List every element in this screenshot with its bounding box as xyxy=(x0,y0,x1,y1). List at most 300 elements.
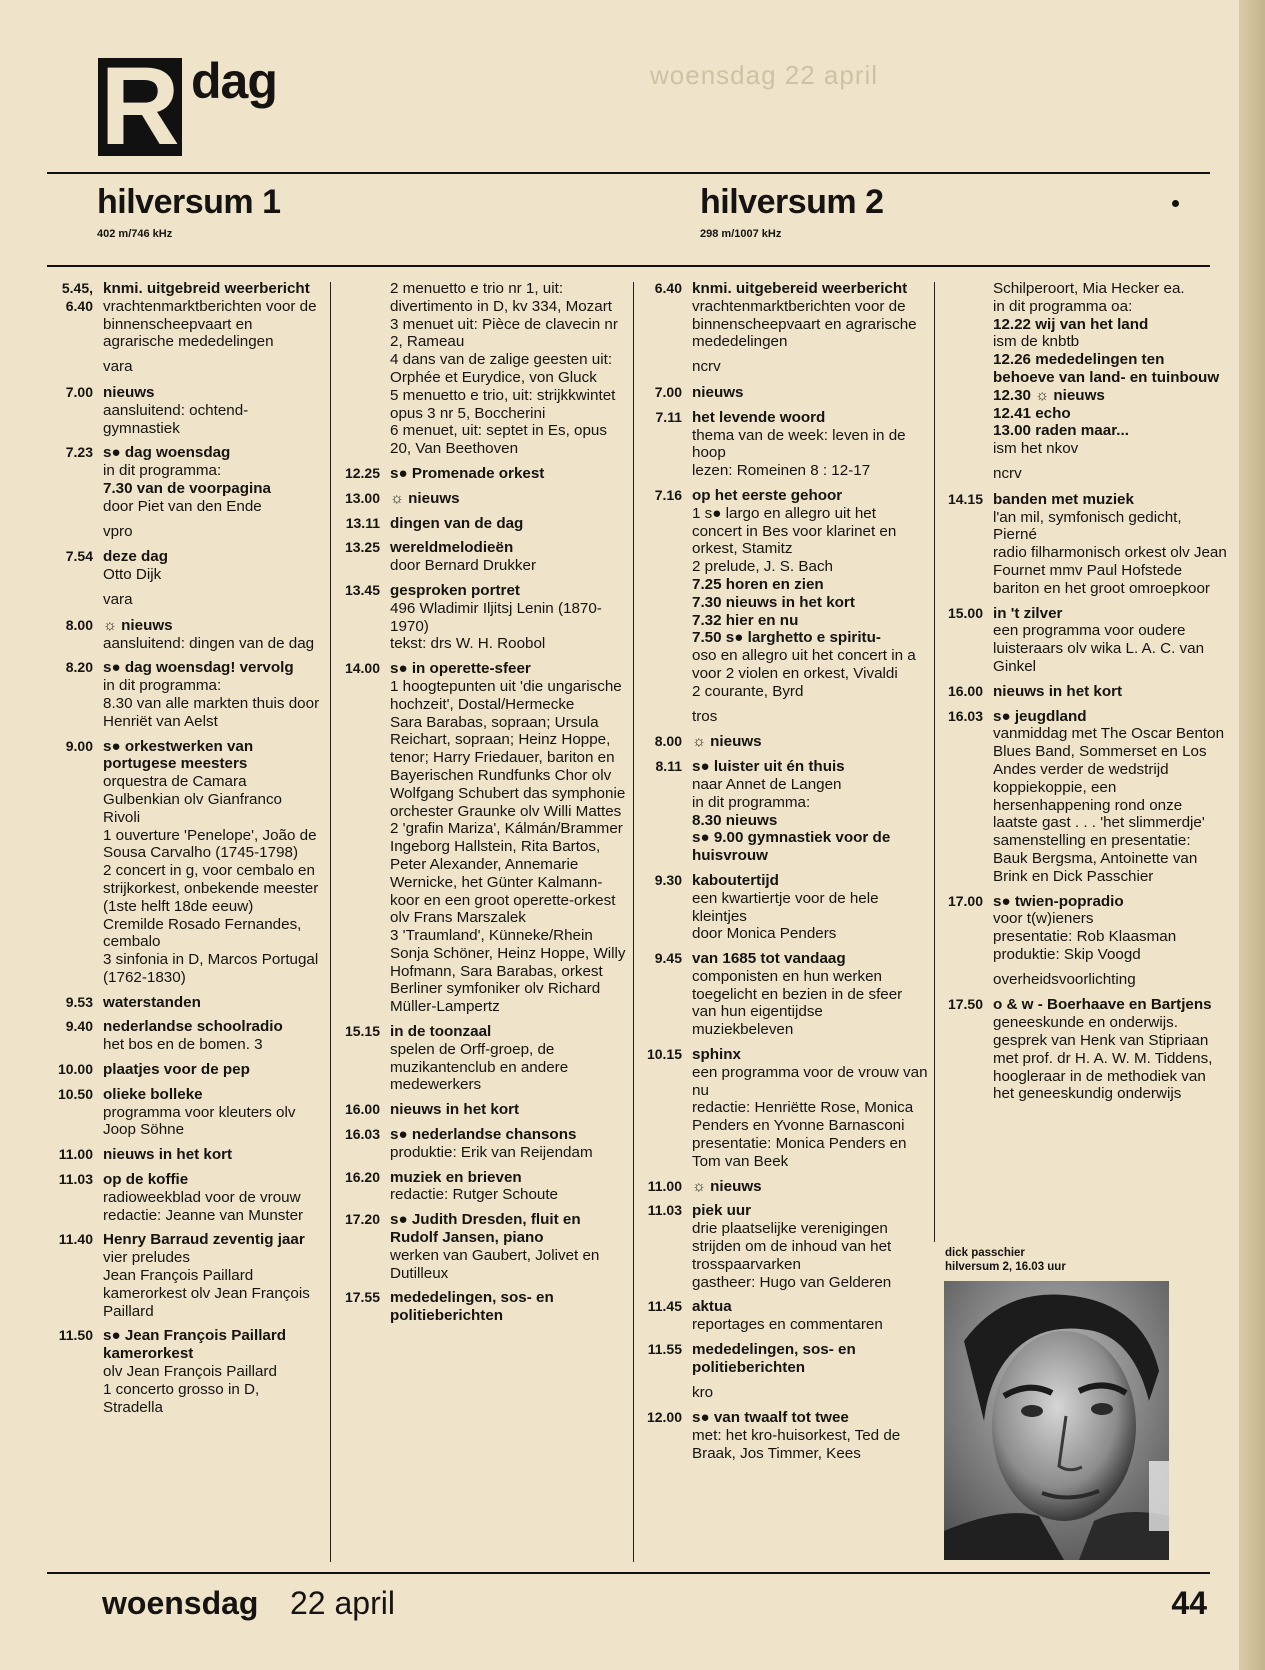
program-title: het levende woord xyxy=(692,408,826,426)
program-detail: Ingeborg Hallstein, Rita Bartos, Peter Alexander, Annemarie Wernicke, het Günter Kalmann-koor en een groot operette-orkest olv Frans Marszalek xyxy=(390,838,616,927)
top-rule xyxy=(47,172,1210,174)
program-title: s● twien-popradio xyxy=(993,892,1124,910)
program-entry xyxy=(47,1327,323,1416)
program-body xyxy=(390,1211,626,1282)
program-title: s● Promenade orkest xyxy=(390,464,545,482)
program-detail: 2 menuetto e trio nr 1, uit: divertimento in D, kv 334, Mozart xyxy=(390,280,612,315)
program-title: ☼ nieuws xyxy=(692,1177,762,1195)
program-detail: 6 menuet, uit: septet in Es, opus 20, Van Beethoven xyxy=(390,422,607,458)
program-detail: 2 prelude, J. S. Bach xyxy=(692,558,833,576)
program-detail: 12.41 echo xyxy=(993,404,1071,422)
program-detail: 7.25 horen en zien xyxy=(692,575,824,593)
program-entry xyxy=(334,280,626,458)
program-detail: presentatie: Rob Klaasman xyxy=(993,928,1177,946)
program-entry xyxy=(937,605,1227,676)
program-detail: s● 9.00 gymnastiek voor de huisvrouw xyxy=(692,829,891,865)
program-detail: 8.30 van alle markten thuis door Henriët van Aelst xyxy=(103,694,320,730)
program-detail: redactie: Henriëtte Rose, Monica Penders en Yvonne Barnasconi xyxy=(692,1099,914,1135)
program-body xyxy=(390,515,626,533)
program-time: 13.25 xyxy=(344,539,380,556)
program-detail: redactie: Rutger Schoute xyxy=(390,1186,559,1204)
program-detail: gastheer: Hugo van Gelderen xyxy=(692,1273,892,1291)
program-title: s● dag woensdag! vervolg xyxy=(103,659,294,677)
program-detail: Sara Barabas, sopraan; Ursula Reichart, sopraan; Heinz Hoppe, tenor; Harry Friedauer, bariton en Bayerischen Rundfunks Chor olv Wolfgang Schubert das symphonie orchester Graunke olv Willi Mattes xyxy=(390,713,626,820)
program-title: wereldmelodieën xyxy=(390,539,514,557)
program-title: s● Judith Dresden, fluit en Rudolf Jansen, piano xyxy=(390,1211,581,1247)
program-detail: l'an mil, symfonisch gedicht, Pierné xyxy=(993,508,1182,544)
footer-rule xyxy=(47,1572,1210,1574)
program-entry xyxy=(334,582,626,653)
program-title: dingen van de dag xyxy=(390,514,524,532)
program-body xyxy=(103,384,323,437)
program-title: knmi. uitgebereid weerbericht xyxy=(692,280,908,297)
program-title: in 't zilver xyxy=(993,604,1063,622)
program-detail: door Monica Penders xyxy=(692,925,837,943)
program-detail: lezen: Romeinen 8 : 12-17 xyxy=(692,462,871,480)
schedule-column-2 xyxy=(334,280,626,1332)
caption-name: dick passchier xyxy=(945,1247,1025,1259)
column-divider-2 xyxy=(633,282,634,1562)
program-time: 11.55 xyxy=(647,1341,682,1358)
program-time: 13.00 xyxy=(344,489,380,506)
program-title: in de toonzaal xyxy=(390,1023,492,1041)
bleed-through-text: woensdag 22 april xyxy=(650,60,879,90)
page-edge xyxy=(1239,0,1265,1670)
program-time: 16.03 xyxy=(344,1126,380,1143)
program-title: nieuws in het kort xyxy=(103,1146,233,1164)
schedule-column-3 xyxy=(636,280,928,1470)
program-body xyxy=(390,280,626,458)
program-entry xyxy=(334,1023,626,1094)
program-title: nieuws xyxy=(103,383,155,401)
logo-word: dag xyxy=(191,53,277,109)
program-detail: drie plaatselijke verenigingen strijden om de inhoud van het trosspaarvarken xyxy=(692,1220,892,1273)
program-title: s● van twaalf tot twee xyxy=(692,1409,849,1427)
program-time: 10.50 xyxy=(57,1085,93,1102)
program-time: 17.20 xyxy=(344,1211,380,1228)
program-time: 11.00 xyxy=(58,1146,93,1163)
program-entry xyxy=(636,758,928,865)
program-time: 14.00 xyxy=(344,660,380,677)
program-title: nieuws xyxy=(692,383,744,401)
program-body xyxy=(103,1086,323,1139)
program-entry xyxy=(334,1101,626,1119)
program-body xyxy=(103,659,323,730)
program-detail: 3 'Traumland', Künneke/Rhein Sonja Schöner, Heinz Hoppe, Willy Hofmann, Sara Barabas, orkest Berliner symfoniker olv Richard Müller-Lampertz xyxy=(390,927,626,1016)
program-detail: 3 sinfonia in D, Marcos Portugal (1762-1830) xyxy=(103,951,319,986)
column-divider-3 xyxy=(934,282,935,1242)
program-body xyxy=(692,1202,928,1291)
caption-source: hilversum 2, 16.03 uur xyxy=(945,1261,1066,1273)
program-detail: aansluitend: ochtend-gymnastiek xyxy=(103,401,249,437)
header-rule xyxy=(47,265,1210,267)
program-body xyxy=(390,1101,626,1119)
program-detail: produktie: Erik van Reijendam xyxy=(390,1143,593,1161)
program-time: 10.15 xyxy=(646,1046,682,1063)
program-body xyxy=(390,1126,626,1162)
program-time: 12.25 xyxy=(344,464,380,481)
logo-letter: R xyxy=(98,58,182,156)
program-entry xyxy=(47,548,323,584)
program-body xyxy=(692,1046,928,1171)
program-body xyxy=(993,491,1227,598)
program-entry xyxy=(636,384,928,402)
program-body xyxy=(103,444,323,515)
program-body xyxy=(993,996,1227,1103)
program-time: 8.00 xyxy=(65,616,93,633)
program-time: 12.00 xyxy=(646,1409,682,1426)
program-detail: vier preludes xyxy=(103,1249,190,1267)
program-detail: 12.30 ☼ nieuws xyxy=(993,386,1105,404)
program-title: ☼ nieuws xyxy=(390,489,460,507)
program-time xyxy=(937,280,993,458)
program-entry xyxy=(636,409,928,480)
program-body xyxy=(993,280,1227,458)
program-detail: in dit programma: xyxy=(103,677,222,695)
program-detail: produktie: Skip Voogd xyxy=(993,945,1141,963)
program-detail: radio filharmonisch orkest olv Jean Fournet mmv Paul Hofstede bariton en het groot omroepkoor xyxy=(993,544,1227,597)
program-detail: 1 hoogtepunten uit 'die ungarische hochzeit', Dostal/Hermecke xyxy=(390,677,622,713)
program-time: 7.00 xyxy=(65,383,93,400)
footer-date: 22 april xyxy=(290,1585,395,1621)
program-entry xyxy=(47,1231,323,1320)
program-detail: een kwartiertje voor de hele kleintjes xyxy=(692,889,879,925)
program-detail: 8.30 nieuws xyxy=(692,811,778,829)
program-time: 17.00 xyxy=(947,892,983,909)
program-detail: 7.50 s● larghetto e spiritu- xyxy=(692,629,881,647)
program-entry xyxy=(636,872,928,943)
program-title: ☼ nieuws xyxy=(103,616,173,634)
program-time: 11.45 xyxy=(647,1298,682,1315)
program-title: nieuws in het kort xyxy=(993,682,1123,700)
program-entry xyxy=(334,660,626,1016)
program-title: mededelingen, sos- en politieberichten xyxy=(692,1341,856,1376)
program-detail: door Bernard Drukker xyxy=(390,557,537,575)
program-time: 7.11 xyxy=(655,408,682,425)
program-title: aktua xyxy=(692,1298,732,1316)
program-entry xyxy=(47,1086,323,1139)
program-detail: olv Jean François Paillard xyxy=(103,1363,277,1381)
program-title: s● nederlandse chansons xyxy=(390,1126,577,1144)
program-time: 13.45 xyxy=(344,581,380,598)
program-detail: een programma voor de vrouw van nu xyxy=(692,1063,928,1099)
program-body xyxy=(103,548,323,584)
program-detail: ism het nkov xyxy=(993,440,1079,458)
program-entry xyxy=(334,1169,626,1205)
program-time: 11.03 xyxy=(58,1171,93,1188)
program-body xyxy=(993,683,1227,701)
program-detail: 1 ouverture 'Penelope', João de Sousa Carvalho (1745-1798) xyxy=(103,826,317,862)
program-entry xyxy=(937,708,1227,886)
broadcaster-label: vara xyxy=(103,590,133,608)
program-body xyxy=(390,490,626,508)
program-body xyxy=(993,708,1227,886)
portrait-photo xyxy=(944,1281,1169,1560)
program-entry xyxy=(47,1171,323,1224)
program-entry xyxy=(937,893,1227,964)
program-title: s● dag woensdag xyxy=(103,444,231,462)
program-entry xyxy=(937,491,1227,598)
program-body xyxy=(692,384,928,402)
program-detail: in dit programma oa: xyxy=(993,297,1133,315)
program-entry xyxy=(47,659,323,730)
program-detail: tekst: drs W. H. Roobol xyxy=(390,635,546,653)
program-body xyxy=(692,280,928,351)
program-detail: componisten en hun werken toegelicht en bezien in de sfeer van hun eigentijdse muziekbeleven xyxy=(692,967,903,1039)
station-freq-2: 298 m/1007 kHz xyxy=(700,228,782,240)
program-time: 11.40 xyxy=(58,1231,93,1248)
program-body xyxy=(390,582,626,653)
photo-caption xyxy=(945,1246,1066,1274)
program-title: gesproken portret xyxy=(390,581,520,599)
program-body xyxy=(103,1061,323,1079)
program-entry xyxy=(47,1018,323,1054)
program-title: s● luister uit én thuis xyxy=(692,758,845,776)
program-entry xyxy=(47,738,323,987)
program-entry xyxy=(636,280,928,351)
program-time: 15.00 xyxy=(947,604,983,621)
program-time: 9.00 xyxy=(65,737,93,754)
program-entry xyxy=(47,384,323,437)
program-time: 7.16 xyxy=(654,486,682,503)
program-body xyxy=(993,893,1227,964)
program-detail: samenstelling en presentatie: Bauk Bergsma, Antoinette van Brink en Dick Passchier xyxy=(993,832,1198,885)
program-time: 9.45 xyxy=(654,950,682,967)
program-body xyxy=(692,409,928,480)
program-entry xyxy=(47,994,323,1012)
program-detail: Otto Dijk xyxy=(103,566,162,584)
program-time: 6.40 xyxy=(654,280,682,296)
program-detail: 1 concerto grosso in D, Stradella xyxy=(103,1380,260,1416)
program-body xyxy=(692,1341,928,1377)
program-detail: 7.32 hier en nu xyxy=(692,611,799,629)
program-body xyxy=(390,1023,626,1094)
program-detail: werken van Gaubert, Jolivet en Dutilleux xyxy=(390,1246,600,1282)
program-title: nederlandse schoolradio xyxy=(103,1018,283,1036)
program-detail: thema van de week: leven in de hoop xyxy=(692,426,906,462)
program-body xyxy=(103,1018,323,1054)
program-title: kaboutertijd xyxy=(692,871,779,889)
program-body xyxy=(692,733,928,751)
program-time xyxy=(334,280,390,458)
broadcaster-label: vara xyxy=(103,358,133,376)
program-title: s● jeugdland xyxy=(993,707,1087,725)
schedule-column-1 xyxy=(47,280,323,1423)
broadcaster-label: kro xyxy=(692,1383,714,1401)
program-detail: vanmiddag met The Oscar Benton Blues Band, Sommerset en Los Andes verder de wedstrijd koppiekoppie, een hersenhappening rond onze laatste gast . . . 'het slimmerdje' xyxy=(993,725,1225,832)
program-detail: 7.30 nieuws in het kort xyxy=(692,593,855,611)
program-entry xyxy=(334,1289,626,1325)
program-body xyxy=(103,1231,323,1320)
program-detail: in dit programma: xyxy=(103,462,222,480)
program-detail: Cremilde Rosado Fernandes, cembalo xyxy=(103,915,302,951)
program-body xyxy=(692,758,928,865)
program-entry xyxy=(636,733,928,751)
program-title: o & w - Boerhaave en Bartjens xyxy=(993,996,1212,1014)
program-entry xyxy=(636,487,928,701)
program-body xyxy=(390,1289,626,1325)
program-detail: met: het kro-huisorkest, Ted de Braak, Jos Timmer, Kees xyxy=(692,1427,901,1463)
program-time: 5.45, 6.40 xyxy=(61,280,93,314)
program-time: 17.50 xyxy=(947,996,983,1013)
program-title: mededelingen, sos- en politieberichten xyxy=(390,1289,554,1325)
program-detail: door Piet van den Ende xyxy=(103,497,262,515)
program-title: Henry Barraud zeventig jaar xyxy=(103,1231,305,1249)
program-time: 13.11 xyxy=(345,514,380,531)
program-body xyxy=(103,280,323,351)
program-body xyxy=(390,465,626,483)
program-time: 16.00 xyxy=(947,682,983,699)
program-body xyxy=(390,539,626,575)
program-time: 11.00 xyxy=(647,1177,682,1194)
program-time: 17.55 xyxy=(344,1289,380,1306)
program-title: piek uur xyxy=(692,1202,752,1220)
program-time: 7.23 xyxy=(65,444,93,461)
program-entry xyxy=(636,1178,928,1196)
program-body xyxy=(692,1178,928,1196)
program-time: 8.00 xyxy=(654,733,682,750)
program-body xyxy=(103,994,323,1012)
program-body xyxy=(692,1298,928,1334)
program-time: 11.50 xyxy=(58,1327,93,1344)
program-time: 7.54 xyxy=(65,548,93,565)
program-title: op de koffie xyxy=(103,1171,189,1189)
program-title: van 1685 tot vandaag xyxy=(692,950,846,968)
column-divider-1 xyxy=(330,282,331,1562)
program-body xyxy=(692,872,928,943)
ink-dot xyxy=(1172,200,1179,207)
program-entry xyxy=(636,1341,928,1377)
program-time: 16.03 xyxy=(947,707,983,724)
program-time: 9.30 xyxy=(654,871,682,888)
program-entry xyxy=(636,950,928,1039)
program-detail: vrachtenmarktberichten voor de binnenscheepvaart en agrarische mededelingen xyxy=(103,297,317,351)
program-detail: ism de knbtb xyxy=(993,333,1080,351)
program-entry xyxy=(47,1061,323,1079)
program-detail: oso en allegro uit het concert in a voor 2 violen en orkest, Vivaldi xyxy=(692,647,916,682)
station-freq-1: 402 m/746 kHz xyxy=(97,228,173,240)
program-entry xyxy=(334,1126,626,1162)
program-entry xyxy=(636,1202,928,1291)
program-time: 11.03 xyxy=(647,1202,682,1219)
program-detail: 4 dans van de zalige geesten uit: Orphée et Eurydice, von Gluck xyxy=(390,351,613,386)
footer-day: woensdag xyxy=(102,1585,259,1621)
program-time: 16.00 xyxy=(344,1101,380,1118)
program-title: olieke bolleke xyxy=(103,1085,203,1103)
program-detail: 2 courante, Byrd xyxy=(692,682,804,700)
program-body xyxy=(103,617,323,653)
program-detail: reportages en commentaren xyxy=(692,1316,883,1334)
program-title: deze dag xyxy=(103,548,168,566)
program-body xyxy=(390,660,626,1016)
program-detail: orquestra de Camara Gulbenkian olv Gianfranco Rivoli xyxy=(103,773,282,826)
program-title: ☼ nieuws xyxy=(692,733,762,751)
program-detail: een programma voor oudere luisteraars olv wika L. A. C. van Ginkel xyxy=(993,622,1205,675)
program-detail: 13.00 raden maar... xyxy=(993,422,1129,440)
program-time: 15.15 xyxy=(344,1023,380,1040)
program-detail: 496 Wladimir Iljitsj Lenin (1870-1970) xyxy=(390,599,602,635)
program-detail: redactie: Jeanne van Munster xyxy=(103,1206,304,1224)
program-entry xyxy=(47,280,323,351)
program-entry xyxy=(334,1211,626,1282)
program-entry xyxy=(334,539,626,575)
program-detail: 12.26 mededelingen ten behoeve van land- en tuinbouw xyxy=(993,351,1220,386)
program-detail: Schilperoort, Mia Hecker ea. xyxy=(993,280,1185,297)
program-detail: 7.30 van de voorpagina xyxy=(103,479,271,497)
program-detail: radioweekblad voor de vrouw xyxy=(103,1188,301,1206)
program-detail: 2 concert in g, voor cembalo en strijkorkest, onbekende meester (1ste helft 18de eeuw) xyxy=(103,862,319,915)
program-time: 9.53 xyxy=(65,993,93,1010)
program-entry xyxy=(636,1046,928,1171)
program-detail: geneeskunde en onderwijs. xyxy=(993,1014,1178,1032)
program-detail: presentatie: Monica Penders en Tom van Beek xyxy=(692,1135,907,1170)
program-detail: in dit programma: xyxy=(692,793,811,811)
program-detail: 3 menuet uit: Pièce de clavecin nr 2, Rameau xyxy=(390,315,618,351)
program-detail: naar Annet de Langen xyxy=(692,775,842,793)
program-entry xyxy=(636,1409,928,1462)
program-title: knmi. uitgebreid weerbericht xyxy=(103,280,310,297)
program-time: 9.40 xyxy=(65,1018,93,1035)
program-title: plaatjes voor de pep xyxy=(103,1061,250,1079)
program-body xyxy=(692,1409,928,1462)
program-detail: vrachtenmarktberichten voor de binnenscheepvaart en agrarische mededelingen xyxy=(692,297,917,351)
program-detail: gesprek van Henk van Stipriaan met prof. dr H. A. W. M. Tiddens, hoogleraar in de methodiek van het geneeskundig onderwijs xyxy=(993,1032,1213,1103)
program-detail: 5 menuetto e trio, uit: strijkkwintet opus 3 nr 5, Boccherini xyxy=(390,386,616,422)
program-entry xyxy=(47,617,323,653)
program-entry xyxy=(334,515,626,533)
program-entry xyxy=(937,996,1227,1103)
program-title: s● in operette-sfeer xyxy=(390,660,531,678)
program-title: s● Jean François Paillard kamerorkest xyxy=(103,1327,287,1363)
program-time: 10.00 xyxy=(57,1061,93,1078)
program-detail: spelen de Orff-groep, de muzikantenclub en andere medewerkers xyxy=(390,1040,569,1094)
program-title: waterstanden xyxy=(103,993,201,1011)
broadcaster-label: ncrv xyxy=(993,464,1022,482)
program-time: 8.11 xyxy=(655,758,682,775)
program-detail: Jean François Paillard kamerorkest olv Jean François Paillard xyxy=(103,1267,310,1320)
station-name-1: hilversum 1 xyxy=(97,183,281,221)
program-entry xyxy=(937,683,1227,701)
program-entry xyxy=(636,1298,928,1334)
program-detail: 12.22 wij van het land xyxy=(993,315,1149,333)
program-body xyxy=(692,950,928,1039)
page-number: 44 xyxy=(1171,1585,1207,1621)
program-time: 14.15 xyxy=(947,490,983,507)
program-time: 7.00 xyxy=(654,383,682,400)
schedule-column-4 xyxy=(937,280,1227,1110)
broadcaster-label: overheidsvoorlichting xyxy=(993,970,1136,988)
station-name-2: hilversum 2 xyxy=(700,183,884,221)
broadcaster-label: ncrv xyxy=(692,358,721,376)
broadcaster-label: tros xyxy=(692,707,718,725)
program-time: 16.20 xyxy=(344,1168,380,1185)
program-title: s● orkestwerken van portugese meesters xyxy=(103,737,254,773)
program-title: nieuws in het kort xyxy=(390,1101,520,1119)
program-title: sphinx xyxy=(692,1046,741,1064)
program-title: banden met muziek xyxy=(993,490,1134,508)
program-detail: 1 s● largo en allegro uit het concert in Bes voor klarinet en orkest, Stamitz xyxy=(692,504,897,558)
program-entry xyxy=(47,444,323,515)
program-title: muziek en brieven xyxy=(390,1168,522,1186)
broadcaster-label: vpro xyxy=(103,522,133,540)
program-body xyxy=(390,1169,626,1205)
program-detail: het bos en de bomen. 3 xyxy=(103,1036,263,1054)
program-body xyxy=(103,1146,323,1164)
program-body xyxy=(103,738,323,987)
program-detail: aansluitend: dingen van de dag xyxy=(103,634,315,652)
program-body xyxy=(103,1327,323,1416)
program-detail: 2 'grafin Mariza', Kálmán/Brammer xyxy=(390,820,623,838)
